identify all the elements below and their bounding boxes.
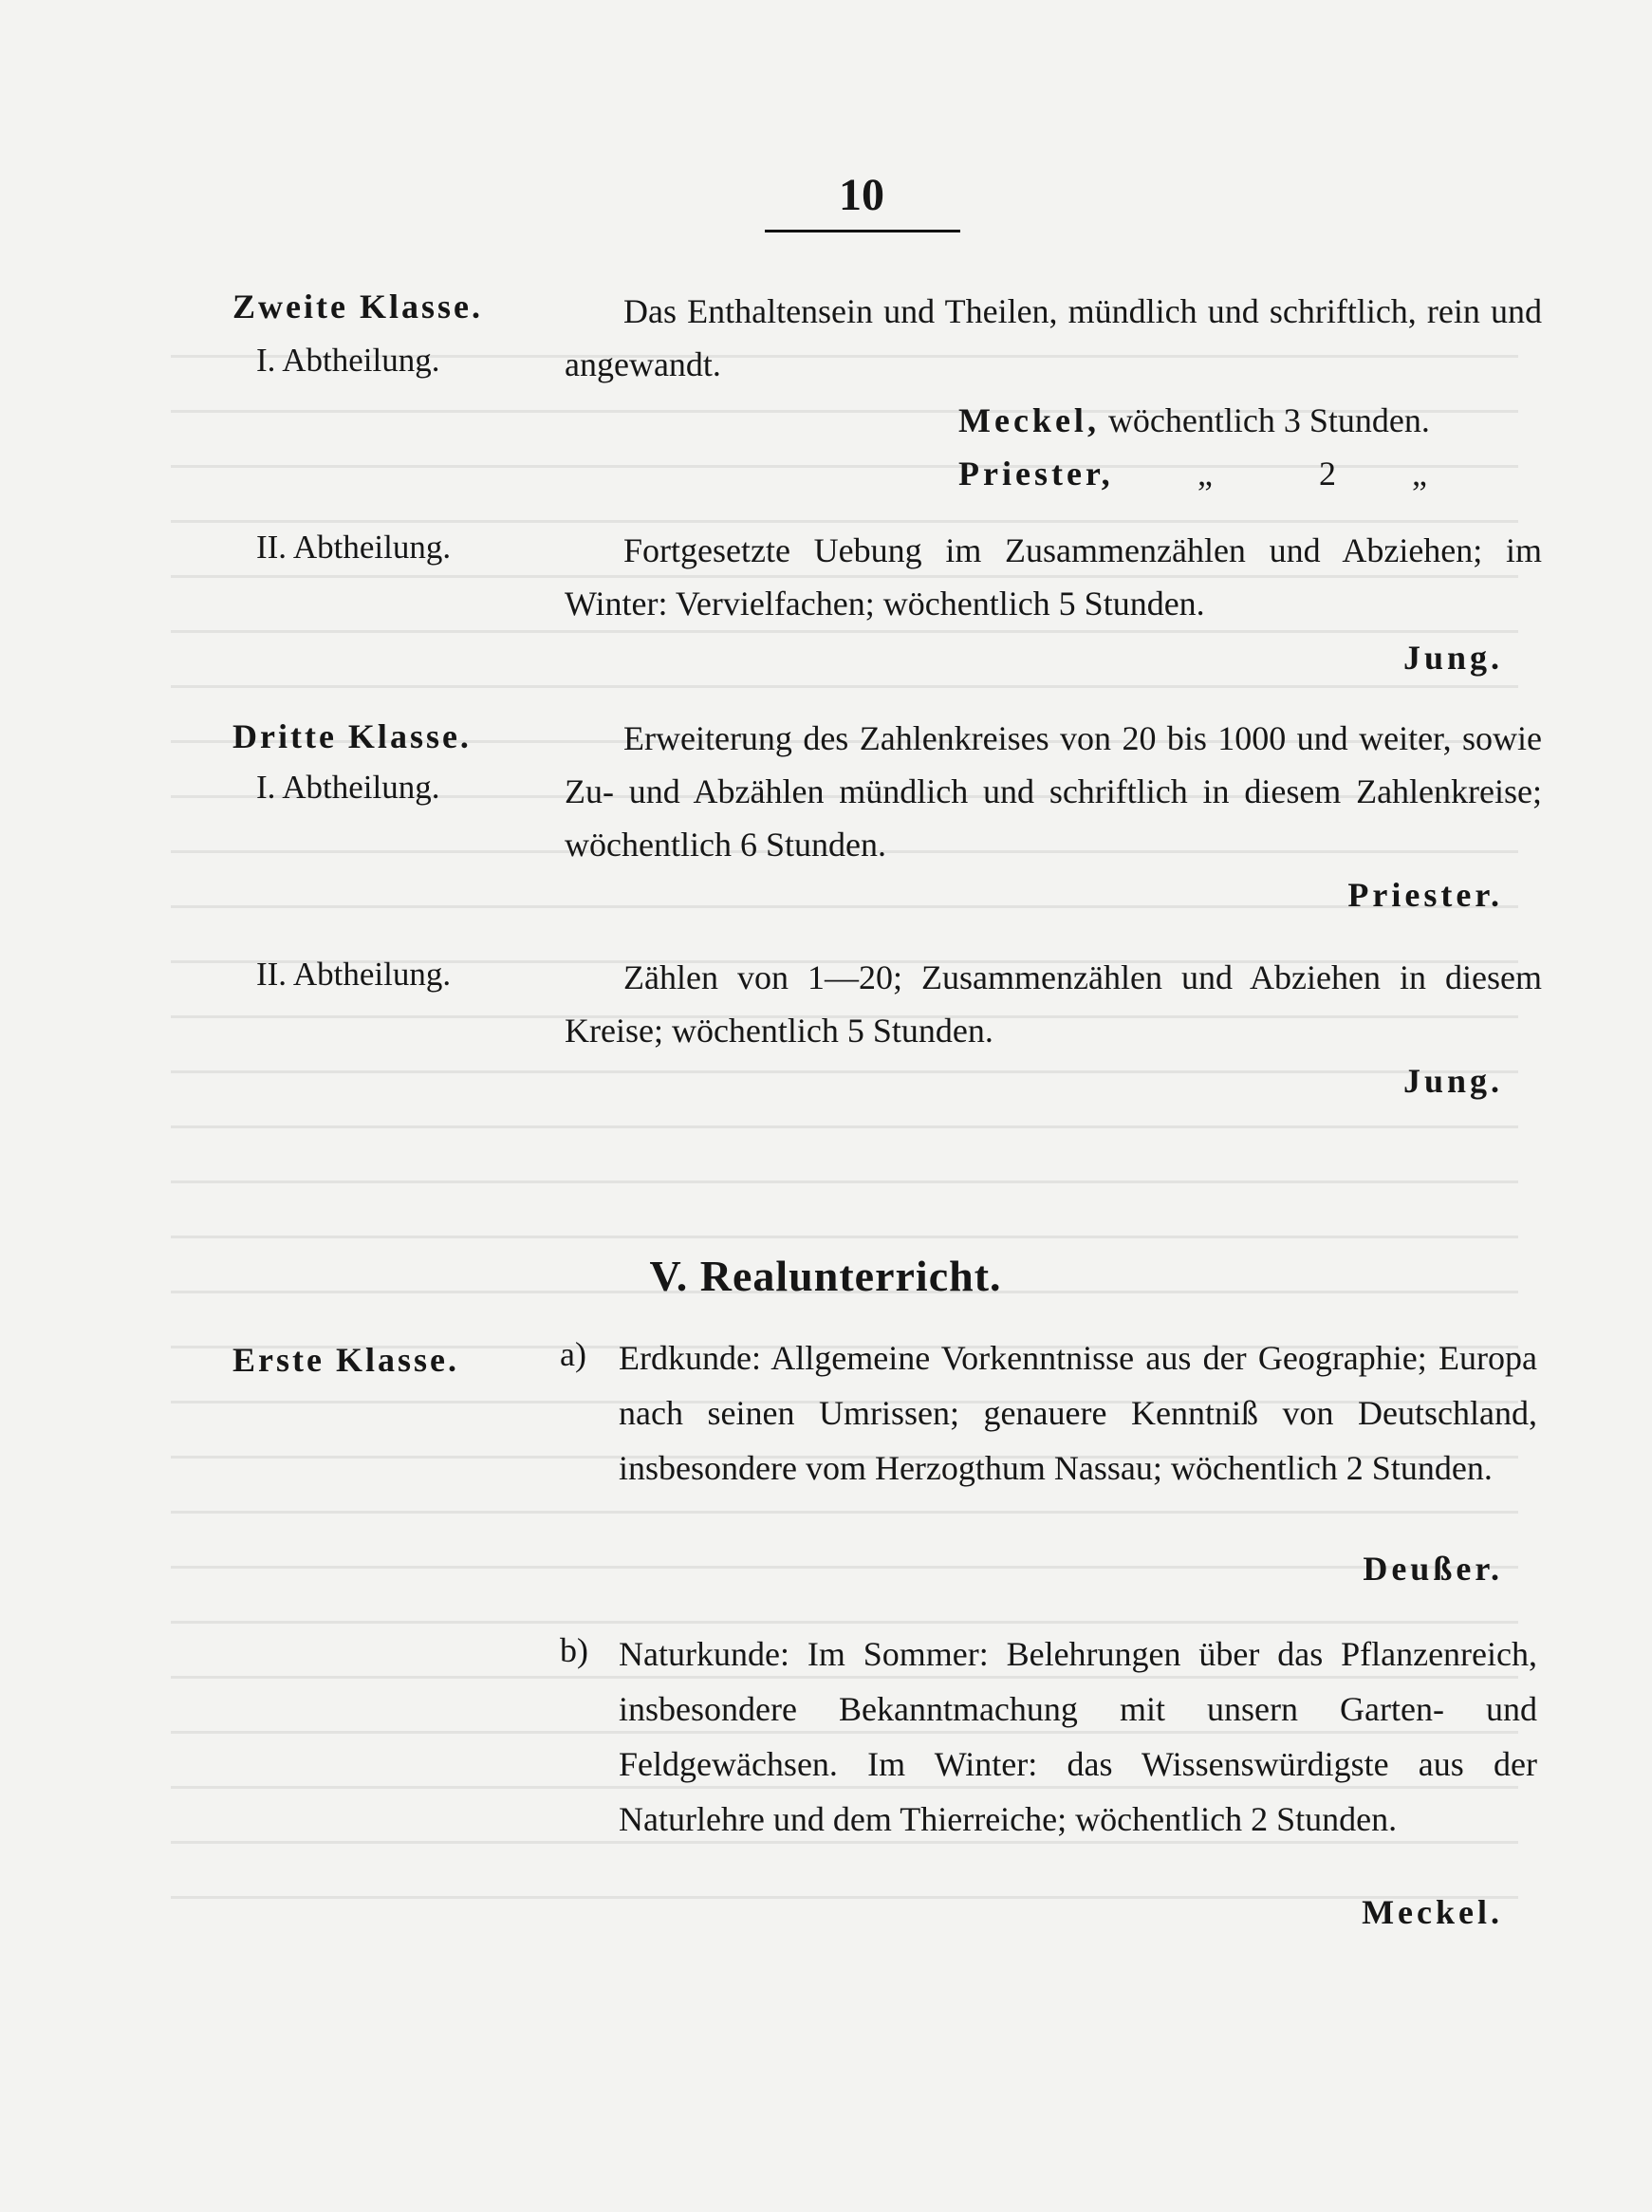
hours-text: wöchentlich 3 Stunden. <box>1107 401 1430 439</box>
section-heading: V. Realunterricht. <box>649 1252 1002 1300</box>
hours-count: 2 <box>1319 455 1336 493</box>
division-label: II. Abtheilung. <box>256 529 452 566</box>
teacher-signature: Jung. <box>1402 639 1503 677</box>
paragraph-naturkunde: Naturkunde: Im Sommer: Belehrungen über das Pflanzenreich, insbesondere Bekanntmachung mit unsern Garten- und Feldgewächsen. Im Winter: das Wissenswürdigste aus der Naturlehre und dem Thierreiche; wöchentlich 2 Stunden. <box>619 1635 1537 1838</box>
teacher-signature: Meckel. <box>1362 1893 1503 1931</box>
division-label: I. Abtheilung. <box>256 769 440 806</box>
division-label: I. Abtheilung. <box>256 342 440 379</box>
ditto-mark: „ <box>1197 455 1213 493</box>
teacher-signature: Jung. <box>1402 1062 1503 1100</box>
paragraph-zweite-klasse-2 <box>565 524 1542 630</box>
ditto-mark: „ <box>1412 455 1427 493</box>
hours-line-meckel <box>958 400 1430 440</box>
page-number: 10 <box>839 170 884 220</box>
item-letter-a: a) <box>560 1335 586 1373</box>
teacher-name: Meckel, <box>958 401 1100 439</box>
class-label-erste: Erste Klasse. <box>232 1341 459 1379</box>
paragraph-dritte-klasse-2 <box>565 951 1542 1057</box>
teacher-signature: Priester. <box>1347 876 1503 914</box>
class-label-zweite: Zweite Klasse. <box>232 288 483 325</box>
paragraph-erdkunde: Erdkunde: Allgemeine Vorkenntnisse aus der Geographie; Europa nach seinen Umrissen; genauere Kenntniß von Deutschland, insbesondere vom Herzogthum Nassau; wöchentlich 2 Stunden. <box>619 1339 1537 1487</box>
paragraph-text: Fortgesetzte Uebung im Zusammenzählen und Abziehen; im Winter: Vervielfachen; wöchentlich 5 Stunden. <box>565 531 1542 623</box>
page-number-rule <box>765 230 960 232</box>
teacher-signature: Deußer. <box>1363 1550 1503 1588</box>
division-label: II. Abtheilung. <box>256 956 452 993</box>
paragraph-zweite-klasse-1 <box>565 285 1542 391</box>
paragraph-text: Zählen von 1—20; Zusammenzählen und Abziehen in diesem Kreise; wöchentlich 5 Stunden. <box>565 958 1542 1050</box>
hours-line-priester <box>958 454 1114 493</box>
item-letter-b: b) <box>560 1631 588 1669</box>
paragraph-text: Erweiterung des Zahlenkreises von 20 bis 1000 und weiter, sowie Zu- und Abzählen mündlich und schriftlich in diesem Zahlenkreise; wöchentlich 6 Stunden. <box>565 719 1542 864</box>
paragraph-dritte-klasse-1 <box>565 712 1542 871</box>
class-label-dritte: Dritte Klasse. <box>232 717 472 755</box>
teacher-name: Priester, <box>958 455 1114 493</box>
paragraph-text: Das Enthaltensein und Theilen, mündlich und schriftlich, rein und angewandt. <box>565 292 1542 383</box>
